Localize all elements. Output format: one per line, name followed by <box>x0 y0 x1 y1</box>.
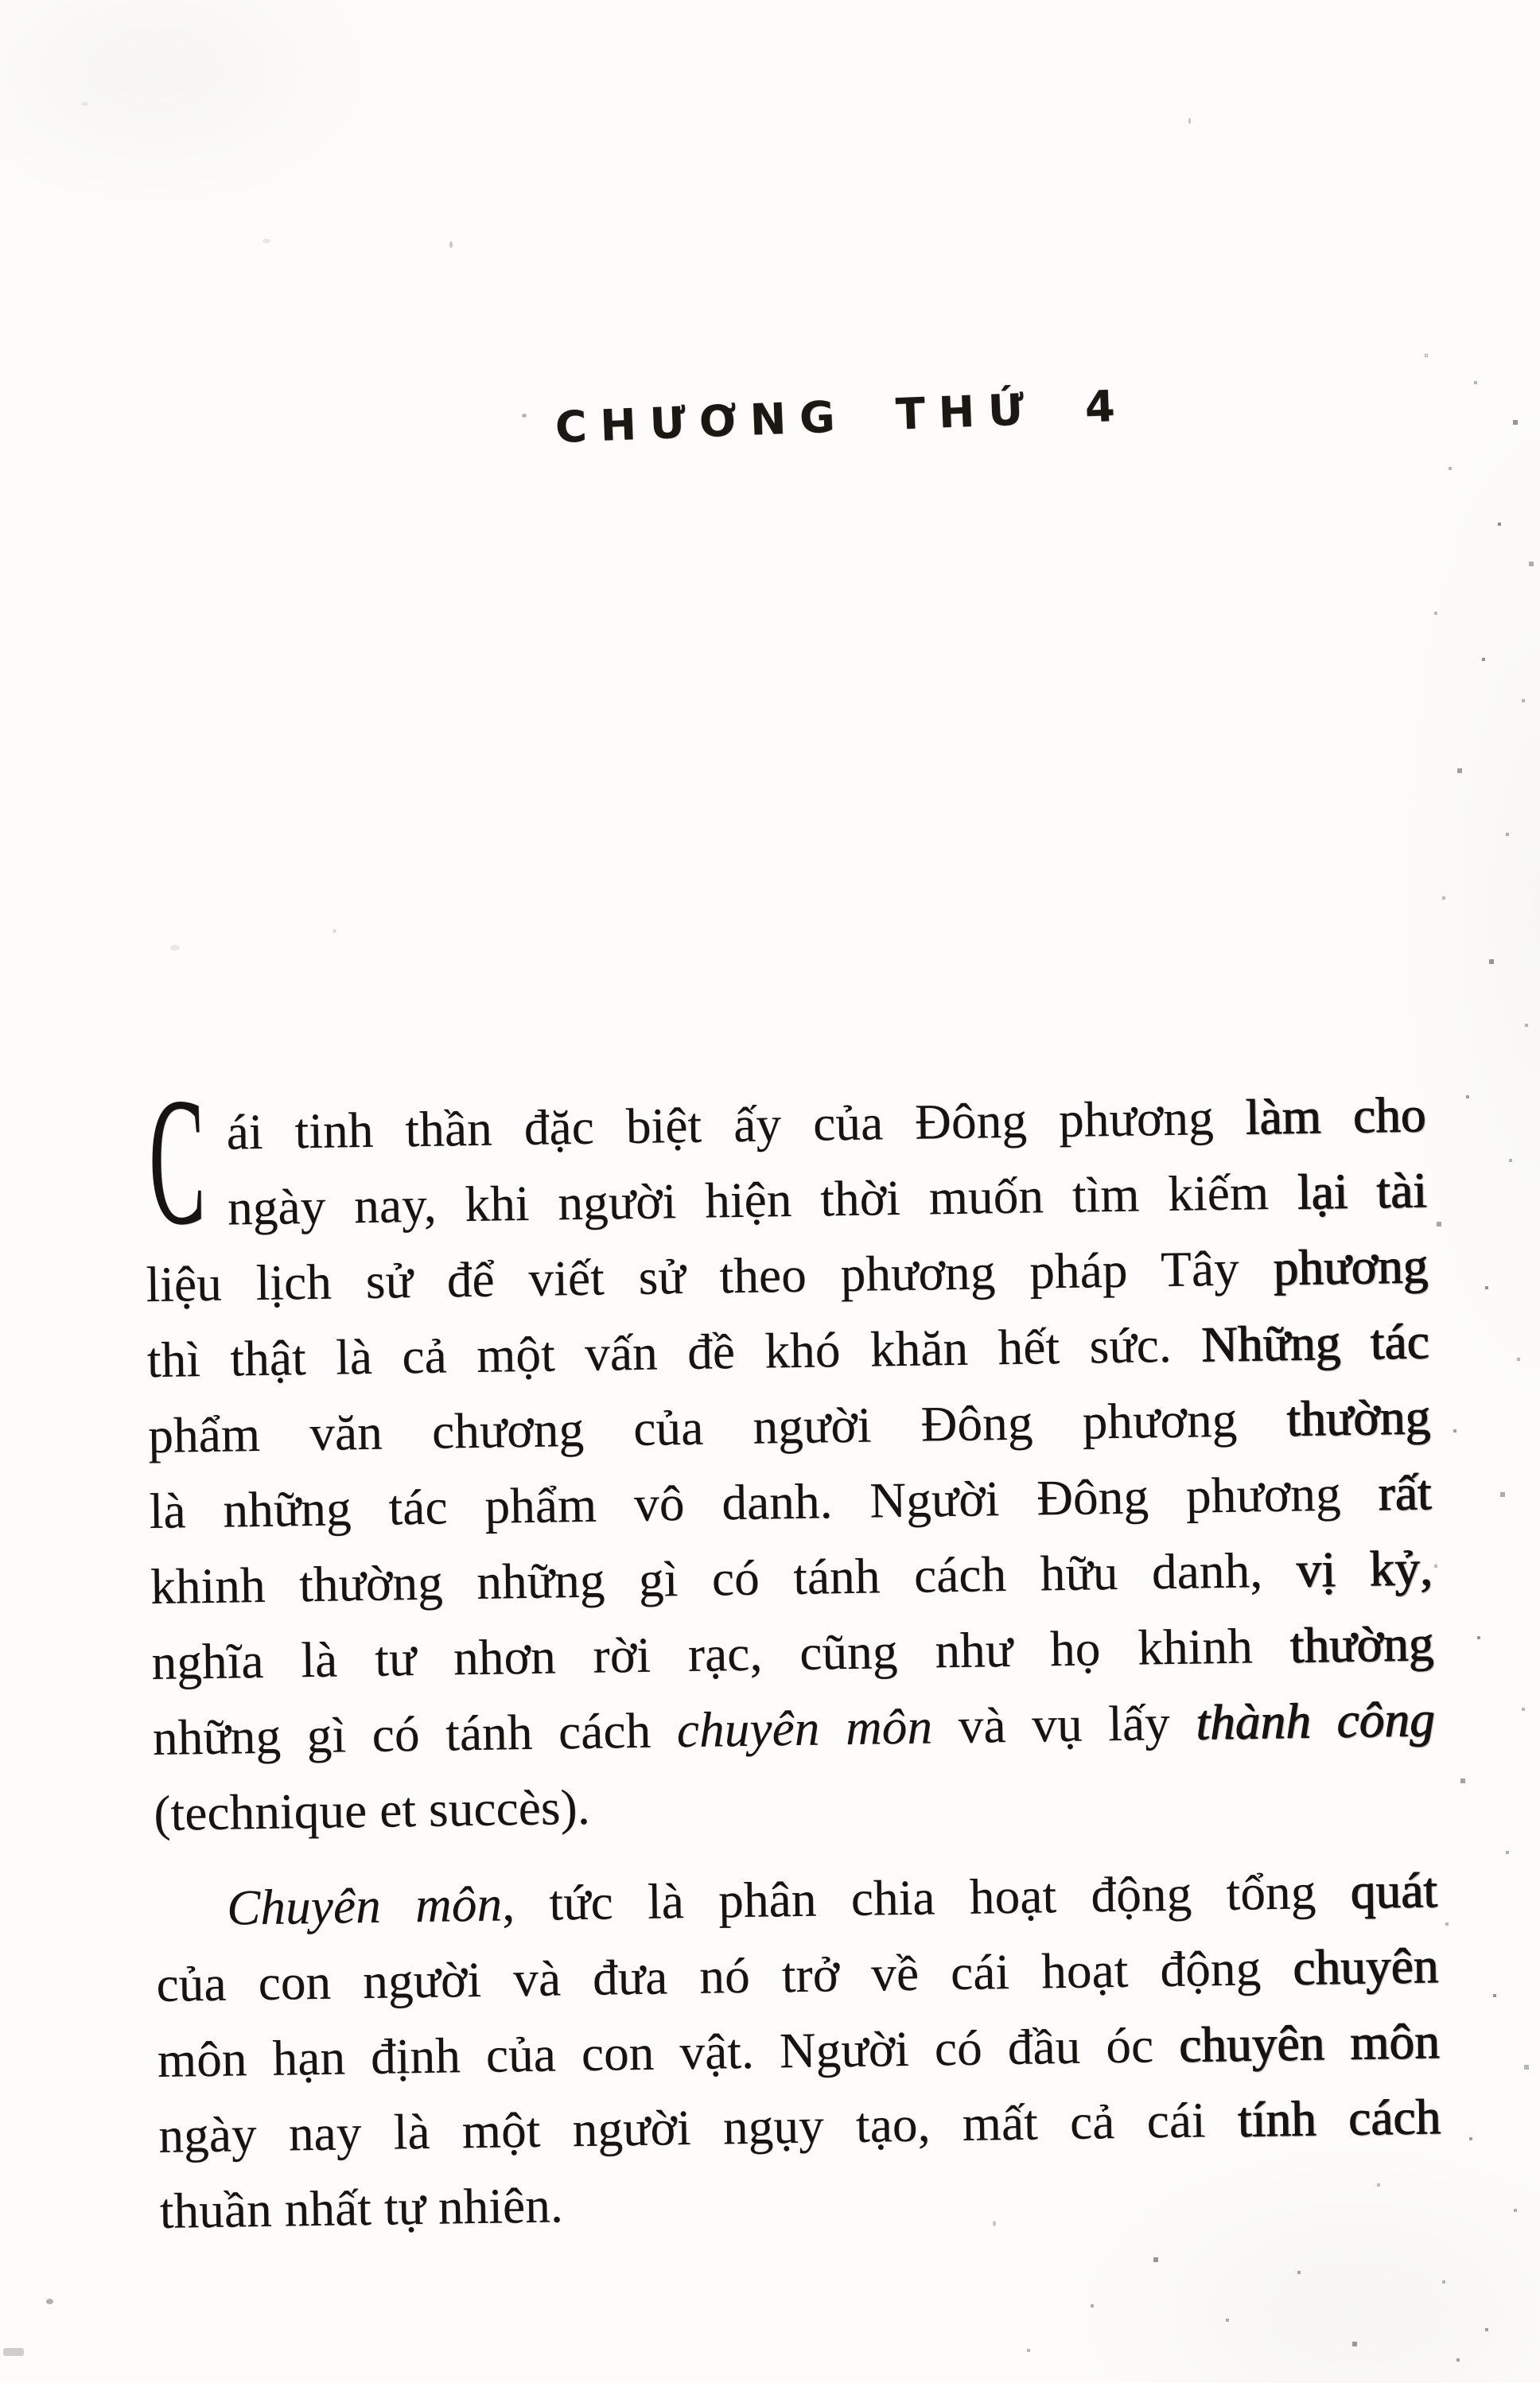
text-segment: nghĩa là tư nhơn rời rạc, cũng như họ khinh <box>151 1617 1291 1690</box>
scan-speck <box>3 2348 24 2356</box>
text-segment: là những tác phẩm vô danh. Người Đông phương <box>149 1465 1379 1539</box>
text-segment: chuyên môn <box>1178 2012 1441 2073</box>
text-segment: phẩm văn chương của người Đông phương <box>147 1390 1288 1464</box>
paragraph <box>154 1852 1442 2249</box>
scan-speck <box>993 2221 996 2226</box>
scan-speck <box>262 239 270 243</box>
text-segment: quát <box>1350 1861 1438 1919</box>
text-segment: những gì có tánh cách <box>152 1702 678 1766</box>
text-segment: khinh thường những gì có tánh cách hữu danh, <box>150 1541 1297 1615</box>
text-segment: của con người và đưa nó trở về cái hoạt động <box>156 1939 1293 2012</box>
italic-text: Chuyên môn <box>226 1876 503 1936</box>
text-segment: chuyên <box>1292 1937 1439 1996</box>
scan-noise-band <box>1425 355 1427 356</box>
text-segment: và vụ lấy <box>931 1694 1196 1755</box>
text-segment: vị kỷ, <box>1296 1540 1433 1598</box>
italic-text: thành công <box>1195 1691 1436 1751</box>
drop-cap: C <box>147 1059 207 1263</box>
text-segment: tính cách <box>1237 2088 1441 2148</box>
scan-speck <box>46 2299 53 2304</box>
scan-speck <box>81 102 88 106</box>
text-segment: liệu lịch sử để viết sử theo phương pháp Tây <box>145 1239 1274 1312</box>
scan-speck <box>449 241 453 248</box>
text-segment: lại tài <box>1297 1162 1428 1220</box>
text-block <box>143 1059 1442 2249</box>
text-segment: phương <box>1273 1238 1429 1296</box>
scan-speck <box>1188 118 1191 124</box>
text-segment: ngày nay là một người ngụy tạo, mất cả cái <box>158 2091 1239 2163</box>
text-segment: thuần nhất tự nhiên. <box>159 2177 564 2239</box>
italic-text: chuyên môn <box>676 1698 933 1759</box>
text-segment: ngày nay, khi người hiện thời muốn tìm kiếm <box>227 1164 1298 1236</box>
text-segment: thì thật là cả một vấn đề khó khăn hết sức. <box>146 1316 1202 1388</box>
text-segment: ái tinh thần đặc biệt ấy của Đông phương <box>226 1089 1246 1160</box>
text-segment: môn hạn định của con vật. Người có đầu óc <box>157 2016 1180 2088</box>
text-segment: , tức là phân chia hoạt động tổng <box>501 1863 1351 1932</box>
paragraph <box>143 1059 1437 1852</box>
text-segment: (technique et succès). <box>153 1779 591 1841</box>
text-segment: thường <box>1289 1615 1434 1674</box>
scan-speck <box>332 929 336 933</box>
scan-speck <box>170 945 180 950</box>
chapter-heading: CHƯƠNG THỨ 4 <box>554 380 1130 453</box>
text-segment: thường <box>1285 1389 1431 1447</box>
text-segment: rất <box>1378 1464 1433 1522</box>
text-segment: Những tác <box>1200 1313 1430 1373</box>
text-segment: làm cho <box>1245 1087 1427 1145</box>
scan-speck <box>522 414 527 418</box>
